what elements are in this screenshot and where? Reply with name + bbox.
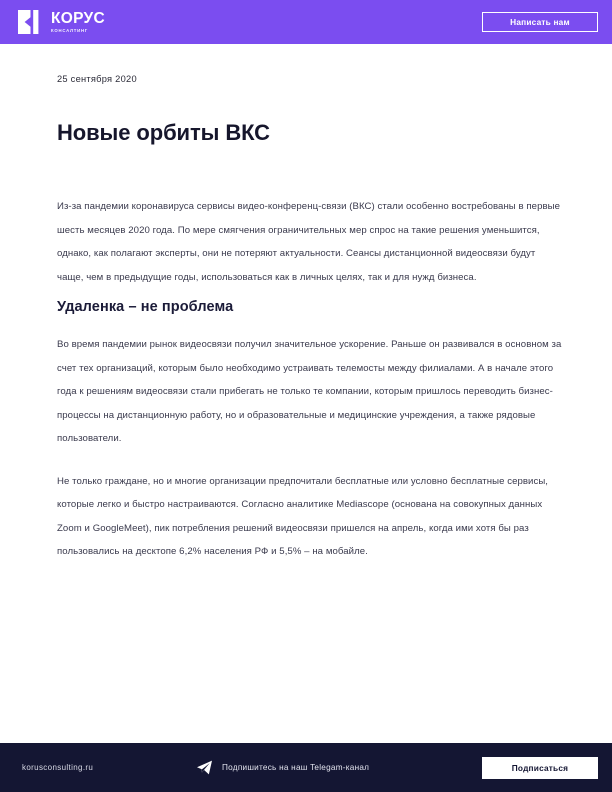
brand-name: КОРУС — [51, 9, 105, 27]
article-content — [0, 44, 612, 743]
footer-website-link[interactable]: korusconsulting.ru — [22, 763, 94, 772]
subscribe-button[interactable]: Подписаться — [482, 757, 598, 779]
contact-us-button[interactable]: Написать нам — [482, 12, 598, 32]
brand-subtitle: КОНСАЛТИНГ — [51, 27, 88, 33]
footer-telegram-promo — [93, 760, 472, 775]
brand-wordmark — [51, 11, 105, 33]
article-paragraph-intro: Из-за пандемии коронавируса сервисы видео-конференц-связи (ВКС) стали особенно востребованы в первые шесть месяцев 2020 года. По мере смягчения ограничительных мер спрос на такие решения уменьшится, однако, как полагают эксперты, они не потеряют актуальности. Сеансы дистанционной видеосвязи будут чаще, чем в предыдущие годы, использоваться как в личных целях, так и для нужд бизнеса. — [57, 201, 561, 283]
site-header — [0, 0, 612, 44]
site-footer — [0, 743, 612, 792]
article-paragraph-2: Во время пандемии рынок видеосвязи получил значительное ускорение. Раньше он развивался в основном за счет тех организаций, которым было необходимо устраивать телемосты между филиалами. А в начале этого года к решениям видеосвязи стали прибегать не только те компании, которым пришлось переводить бизнес-процессы на дистанционную работу, но и образовательные и медицинские учреждения, а также рядовые пользователи. — [57, 339, 562, 445]
telegram-paper-plane-icon — [196, 760, 213, 775]
footer-subscribe-text: Подпишитесь на наш Telegam-канал — [222, 763, 370, 772]
article-date: 25 сентября 2020 — [57, 74, 137, 84]
article-section-heading: Удаленка – не проблема — [57, 299, 234, 316]
article-paragraph-3: Не только граждане, но и многие организации предпочитали бесплатные или условно бесплатные сервисы, которые легко и быстро настраиваются. Согласно аналитике Mediascope (основана на совокупных данных Zoom и GoogleMeet), пик потребления решений видеосвязи пришелся на апрель, когда ими хотя бы раз пользовались на десктопе 6,2% населения РФ и 5,5% – на мобайле. — [57, 475, 549, 558]
korus-k-mark-icon — [18, 9, 44, 35]
page-title: Новые орбиты ВКС — [57, 120, 270, 145]
brand-logo[interactable] — [18, 9, 105, 35]
